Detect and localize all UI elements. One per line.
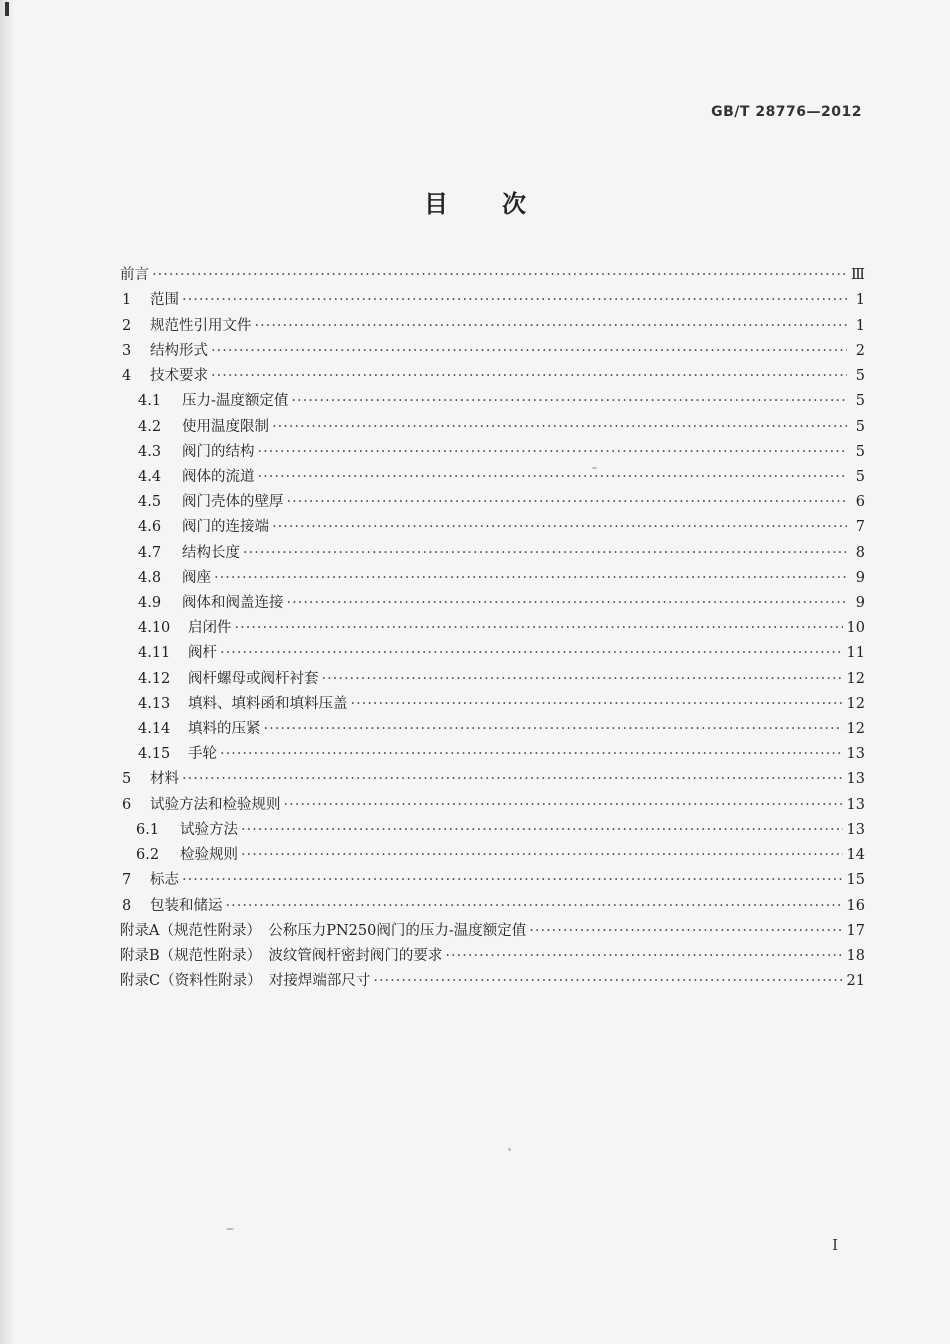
- toc-entry-page: 5: [855, 469, 865, 486]
- toc-entry-page: 8: [855, 544, 865, 561]
- toc-dot-leader: [226, 898, 843, 914]
- toc-entry-label: 试验方法: [180, 821, 238, 838]
- toc-dot-leader: [235, 620, 843, 636]
- toc-entry-number: 2: [122, 317, 132, 334]
- toc-entry-page: 9: [855, 594, 865, 611]
- toc-entry-label: 附录A（规范性附录） 公称压力PN250阀门的压力-温度额定值: [120, 922, 527, 939]
- toc-entry-label: 阀门的连接端: [182, 519, 269, 536]
- toc-entry[interactable]: [120, 490, 865, 515]
- toc-entry-number: 4.6: [138, 519, 162, 536]
- toc-entry[interactable]: [120, 717, 865, 742]
- toc-entry[interactable]: [120, 767, 865, 792]
- toc-entry-label: 阀杆螺母或阀杆衬套: [188, 670, 319, 687]
- page-number: I: [832, 1236, 838, 1254]
- toc-entry-page: 5: [855, 443, 865, 460]
- toc-entry[interactable]: [120, 919, 865, 944]
- toc-entry-page: 1: [855, 317, 865, 334]
- toc-entry-label: 材料: [150, 771, 179, 788]
- toc-entry-page: 13: [846, 746, 865, 763]
- toc-entry-number: 4.1: [138, 393, 162, 410]
- toc-entry[interactable]: [120, 818, 865, 843]
- toc-entry-page: 15: [846, 872, 865, 889]
- toc-entry-label: 填料的压紧: [188, 720, 261, 737]
- toc-dot-leader: [322, 671, 843, 687]
- toc-dot-leader: [182, 771, 843, 787]
- toc-entry-number: 4.5: [138, 494, 162, 511]
- toc-entry-page: 10: [846, 620, 865, 637]
- toc-entry-page: 12: [846, 695, 865, 712]
- toc-dot-leader: [182, 292, 847, 308]
- toc-dot-leader: [272, 519, 847, 535]
- toc-entry-number: 6.1: [136, 821, 160, 838]
- toc-entry-label: 试验方法和检验规则: [150, 796, 281, 813]
- toc-dot-leader: [351, 696, 843, 712]
- toc-entry-number: 4: [122, 368, 132, 385]
- toc-entry-page: Ⅲ: [851, 267, 865, 283]
- toc-dot-leader: [445, 948, 842, 964]
- toc-entry-page: 1: [855, 292, 865, 309]
- toc-entry-page: 9: [855, 569, 865, 586]
- toc-entry-number: 4.12: [138, 670, 171, 687]
- standard-code: GB/T 28776—2012: [711, 104, 862, 120]
- toc-entry-label: 手轮: [188, 746, 217, 763]
- toc-entry-label: 附录B（规范性附录） 波纹管阀杆密封阀门的要求: [120, 948, 443, 965]
- toc-dot-leader: [211, 368, 847, 384]
- toc-entry-page: 5: [855, 393, 865, 410]
- toc-dot-leader: [373, 973, 842, 989]
- toc-entry-page: 16: [846, 897, 865, 914]
- toc-entry-page: 17: [846, 922, 865, 939]
- toc-dot-leader: [258, 469, 848, 485]
- toc-entry[interactable]: [120, 314, 865, 339]
- toc-entry-number: 4.7: [138, 544, 162, 561]
- toc-entry-page: 2: [855, 342, 865, 359]
- toc-entry-label: 附录C（资料性附录） 对接焊端部尺寸: [120, 973, 371, 990]
- toc-entry-number: 4.14: [138, 720, 171, 737]
- toc-entry[interactable]: [120, 667, 865, 692]
- toc-entry[interactable]: [120, 465, 865, 490]
- toc-entry[interactable]: [120, 894, 865, 919]
- toc-entry-page: 11: [846, 645, 865, 662]
- toc-entry-page: 6: [855, 494, 865, 511]
- toc-dot-leader: [529, 923, 842, 939]
- toc-entry-page: 7: [855, 519, 865, 536]
- toc-entry-number: 8: [122, 897, 132, 914]
- toc-entry[interactable]: [120, 541, 865, 566]
- toc-entry-label: 前言: [120, 267, 149, 283]
- toc-entry-page: 18: [846, 948, 865, 965]
- toc-dot-leader: [258, 444, 848, 460]
- toc-entry[interactable]: [120, 742, 865, 767]
- toc-dot-leader: [264, 721, 843, 737]
- toc-dot-leader: [287, 595, 848, 611]
- toc-entry[interactable]: [120, 339, 865, 364]
- toc-entry-number: 4.4: [138, 469, 162, 486]
- scan-speck: [592, 467, 597, 469]
- toc-entry-label: 标志: [150, 872, 179, 889]
- toc-entry[interactable]: [120, 389, 865, 414]
- toc-dot-leader: [220, 645, 843, 661]
- page-title: 目次: [424, 190, 580, 218]
- toc-entry-label: 技术要求: [150, 368, 208, 385]
- table-of-contents: [120, 263, 865, 995]
- toc-entry[interactable]: [120, 616, 865, 641]
- toc-entry-page: 12: [846, 670, 865, 687]
- toc-entry-label: 填料、填料函和填料压盖: [188, 695, 348, 712]
- toc-entry-label: 检验规则: [180, 847, 238, 864]
- toc-entry[interactable]: [120, 515, 865, 540]
- toc-entry-label: 启闭件: [188, 620, 232, 637]
- toc-entry-label: 规范性引用文件: [150, 317, 252, 334]
- toc-entry-label: 范围: [150, 292, 179, 309]
- toc-entry-number: 4.10: [138, 620, 171, 637]
- scan-speck: [508, 1148, 511, 1151]
- toc-entry-label: 结构形式: [150, 342, 208, 359]
- toc-entry-page: 14: [846, 847, 865, 864]
- toc-entry-number: 5: [122, 771, 132, 788]
- toc-entry-label: 阀体和阀盖连接: [182, 594, 284, 611]
- toc-dot-leader: [214, 570, 847, 586]
- toc-dot-leader: [255, 318, 848, 334]
- toc-entry-label: 压力-温度额定值: [182, 393, 289, 410]
- toc-entry-page: 21: [846, 973, 865, 990]
- toc-entry[interactable]: [120, 944, 865, 969]
- toc-dot-leader: [287, 494, 848, 510]
- toc-entry-number: 4.11: [138, 645, 171, 662]
- toc-entry-number: 4.3: [138, 443, 162, 460]
- toc-entry[interactable]: [120, 288, 865, 313]
- scan-speck: [226, 1228, 234, 1230]
- toc-dot-leader: [243, 545, 847, 561]
- toc-entry-page: 5: [855, 368, 865, 385]
- toc-entry[interactable]: [120, 843, 865, 868]
- toc-entry[interactable]: [120, 591, 865, 616]
- toc-entry[interactable]: [120, 364, 865, 389]
- toc-entry-page: 5: [855, 418, 865, 435]
- toc-entry-label: 阀门壳体的壁厚: [182, 494, 284, 511]
- toc-entry[interactable]: [120, 415, 865, 440]
- toc-entry-number: 4.13: [138, 695, 171, 712]
- toc-entry-label: 阀体的流道: [182, 469, 255, 486]
- toc-entry[interactable]: [120, 868, 865, 893]
- toc-entry-label: 包装和储运: [150, 897, 223, 914]
- toc-entry-number: 4.9: [138, 594, 162, 611]
- toc-dot-leader: [241, 847, 843, 863]
- toc-entry-number: 6: [122, 796, 132, 813]
- toc-dot-leader: [284, 797, 843, 813]
- toc-entry-label: 阀杆: [188, 645, 217, 662]
- toc-entry[interactable]: [120, 692, 865, 717]
- toc-dot-leader: [211, 343, 847, 359]
- toc-entry-label: 结构长度: [182, 544, 240, 561]
- toc-entry-number: 1: [122, 292, 132, 309]
- toc-entry-label: 阀座: [182, 569, 211, 586]
- toc-dot-leader: [182, 872, 843, 888]
- toc-entry-page: 13: [846, 796, 865, 813]
- toc-entry-number: 7: [122, 872, 132, 889]
- toc-entry[interactable]: [120, 969, 865, 994]
- toc-entry-page: 13: [846, 771, 865, 788]
- toc-entry-number: 4.2: [138, 418, 162, 435]
- toc-dot-leader: [152, 267, 847, 283]
- toc-entry[interactable]: [120, 641, 865, 666]
- scan-mark: [5, 2, 9, 16]
- toc-entry[interactable]: [120, 566, 865, 591]
- toc-dot-leader: [272, 419, 847, 435]
- toc-dot-leader: [241, 822, 843, 838]
- toc-entry-label: 使用温度限制: [182, 418, 269, 435]
- toc-entry-number: 4.15: [138, 746, 171, 763]
- toc-entry-page: 13: [846, 821, 865, 838]
- toc-entry-label: 阀门的结构: [182, 443, 255, 460]
- toc-entry[interactable]: [120, 793, 865, 818]
- toc-entry-number: 6.2: [136, 847, 160, 864]
- toc-dot-leader: [291, 393, 847, 409]
- toc-entry[interactable]: [120, 263, 865, 288]
- toc-entry-number: 3: [122, 342, 132, 359]
- toc-entry[interactable]: [120, 440, 865, 465]
- toc-entry-number: 4.8: [138, 569, 162, 586]
- toc-entry-page: 12: [846, 720, 865, 737]
- toc-dot-leader: [220, 746, 843, 762]
